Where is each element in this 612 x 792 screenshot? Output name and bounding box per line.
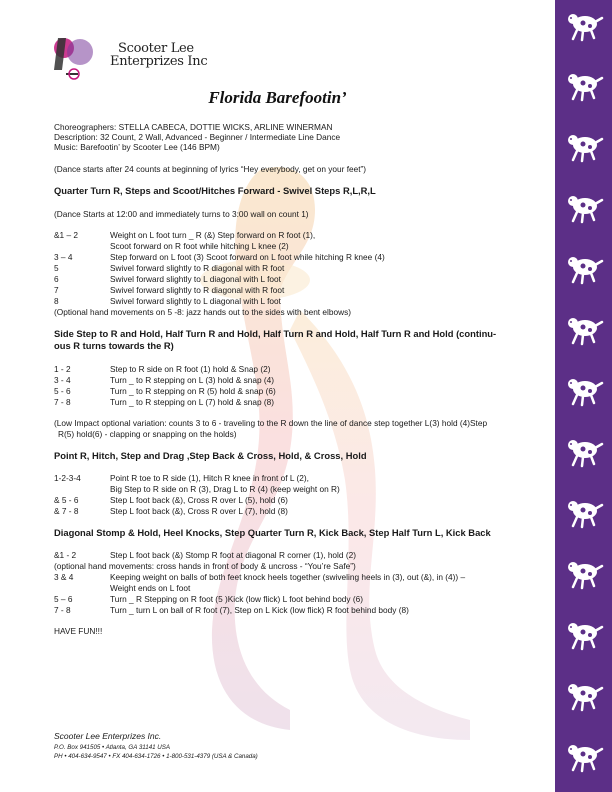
step-count: 5 – 6 xyxy=(54,594,73,604)
dancing-cow-icon xyxy=(563,70,605,102)
step-description: Step L foot back (&), Cross R over L (5), hold (6) xyxy=(110,495,288,505)
step-count: & 5 - 6 xyxy=(54,495,79,505)
step-description: Turn _ to R stepping on L (7) hold & snap (8) xyxy=(110,397,275,407)
section-3-heading: Point R, Hitch, Step and Drag ,Step Back & Cross, Hold, & Cross, Hold xyxy=(54,450,367,461)
dancing-cow-icon xyxy=(563,375,605,407)
section-2-heading-cont: ous R turns towards the R) xyxy=(54,340,174,351)
step-count: 3 – 4 xyxy=(54,252,73,262)
step-count: & 7 - 8 xyxy=(54,506,79,516)
dancing-cow-icon xyxy=(563,314,605,346)
step-description: Swivel forward slightly to L diagonal with L foot xyxy=(110,296,281,306)
step-description: Weight on L foot turn _ R (&) Step forward on R foot (1), xyxy=(110,230,316,240)
logo-line-1: Scooter Lee xyxy=(118,41,194,56)
step-description: Turn _ to R stepping on L (3) hold & snap (4) xyxy=(110,375,275,385)
step-count: 8 xyxy=(54,296,59,306)
step-count: &1 - 2 xyxy=(54,550,77,560)
step-count: &1 – 2 xyxy=(54,230,78,240)
step-count: 7 - 8 xyxy=(54,605,71,615)
dancing-cow-icon xyxy=(563,558,605,590)
step-count: 7 - 8 xyxy=(54,397,71,407)
music-line: Music: Barefootin’ by Scooter Lee (146 BPM) xyxy=(54,142,220,152)
dancing-cow-icon xyxy=(563,436,605,468)
step-description: Big Step to R side on R (3), Drag L to R (4) (keep weight on R) xyxy=(110,484,340,494)
step-count: 1-2-3-4 xyxy=(54,473,81,483)
low-impact-variation-cont: R(5) hold(6) - clapping or snapping on the holds) xyxy=(58,429,237,439)
dance-title: Florida Barefootin’ xyxy=(208,88,347,107)
section-2-heading: Side Step to R and Hold, Half Turn R and Hold, Half Turn R and Hold, Half Turn R and Hold (continu- xyxy=(54,328,497,339)
dancing-cow-icon xyxy=(563,192,605,224)
start-note: (Dance starts after 24 counts at beginning of lyrics “Hey everybody, get on your feet”) xyxy=(54,164,367,174)
footer-company: Scooter Lee Enterprizes Inc. xyxy=(54,731,162,741)
step-count: 1 - 2 xyxy=(54,364,71,374)
step-count: 3 & 4 xyxy=(54,572,74,582)
dancing-cow-icon xyxy=(563,680,605,712)
low-impact-variation: (Low Impact optional variation: counts 3 to 6 - traveling to the R down the line of dance step together L(3) hold (4)Step xyxy=(54,418,488,428)
dancing-cow-icon xyxy=(563,253,605,285)
choreographers-line: Choreographers: STELLA CABECA, DOTTIE WICKS, ARLINE WINERMAN xyxy=(54,122,333,132)
section-4-optional: (optional hand movements: cross hands in front of body & uncross - “You’re Safe”) xyxy=(54,561,356,571)
step-description: Turn _ to R stepping on R (5) hold & snap (6) xyxy=(110,386,276,396)
dancing-cow-icon xyxy=(563,131,605,163)
step-description: Swivel forward slightly to L diagonal with L foot xyxy=(110,274,281,284)
step-count: 5 - 6 xyxy=(54,386,71,396)
step-description: Scoot forward on R foot while hitching L knee (2) xyxy=(110,241,289,251)
section-1-heading: Quarter Turn R, Steps and Scoot/Hitches Forward - Swivel Steps R,L,R,L xyxy=(54,185,376,196)
dancing-cow-icon xyxy=(563,619,605,651)
section-4-heading: Diagonal Stomp & Hold, Heel Knocks, Step Quarter Turn R, Kick Back, Step Half Turn L, Kick Back xyxy=(54,527,491,538)
step-description: Step to R side on R foot (1) hold & Snap (2) xyxy=(110,364,271,374)
step-count: 3 - 4 xyxy=(54,375,71,385)
dancing-cow-icon xyxy=(563,10,605,42)
step-description: Turn _ R Stepping on R foot (5 )Kick (low flick) L foot behind body (6) xyxy=(110,594,364,604)
step-description: Swivel forward slightly to R diagonal with R foot xyxy=(110,263,285,273)
step-description: Step L foot back (&), Cross R over L (7), hold (8) xyxy=(110,506,288,516)
closing-line: HAVE FUN!!! xyxy=(54,626,103,636)
logo-wordmark xyxy=(110,42,220,68)
step-count: 6 xyxy=(54,274,59,284)
logo-line-2: Enterprizes Inc xyxy=(110,54,208,69)
step-description: Keeping weight on balls of both feet knock heels together (swiveling heels in (3), out (&), in (4)) – xyxy=(110,572,466,582)
section-1-optional: (Optional hand movements on 5 -8: jazz hands out to the sides with bent elbows) xyxy=(54,307,352,317)
section-1-note: (Dance Starts at 12:00 and immediately turns to 3:00 wall on count 1) xyxy=(54,209,309,219)
step-count: 7 xyxy=(54,285,59,295)
description-line: Description: 32 Count, 2 Wall, Advanced - Beginner / Intermediate Line Dance xyxy=(54,132,341,142)
footer-phones: PH • 404-634-9547 • FX 404-634-1726 • 1-800-531-4379 (USA & Canada) xyxy=(54,753,258,760)
step-description: Step L foot back (&) Stomp R foot at diagonal R corner (1), hold (2) xyxy=(110,550,356,560)
step-description: Swivel forward slightly to R diagonal with R foot xyxy=(110,285,285,295)
footer-address: P.O. Box 941505 • Atlanta, GA 31141 USA xyxy=(54,744,171,751)
step-description: Point R toe to R side (1), Hitch R knee in front of L (2), xyxy=(110,473,309,483)
step-description: Weight ends on L foot xyxy=(110,583,191,593)
step-description: Turn _ turn L on ball of R foot (7), Step on L Kick (low flick) R foot behind body (8) xyxy=(110,605,409,615)
step-description: Step forward on L foot (3) Scoot forward on L foot while hitching R knee (4) xyxy=(110,252,385,262)
dancing-cow-icon xyxy=(563,741,605,773)
dancing-cow-icon xyxy=(563,497,605,529)
step-count: 5 xyxy=(54,263,59,273)
purple-sidebar xyxy=(555,0,612,792)
